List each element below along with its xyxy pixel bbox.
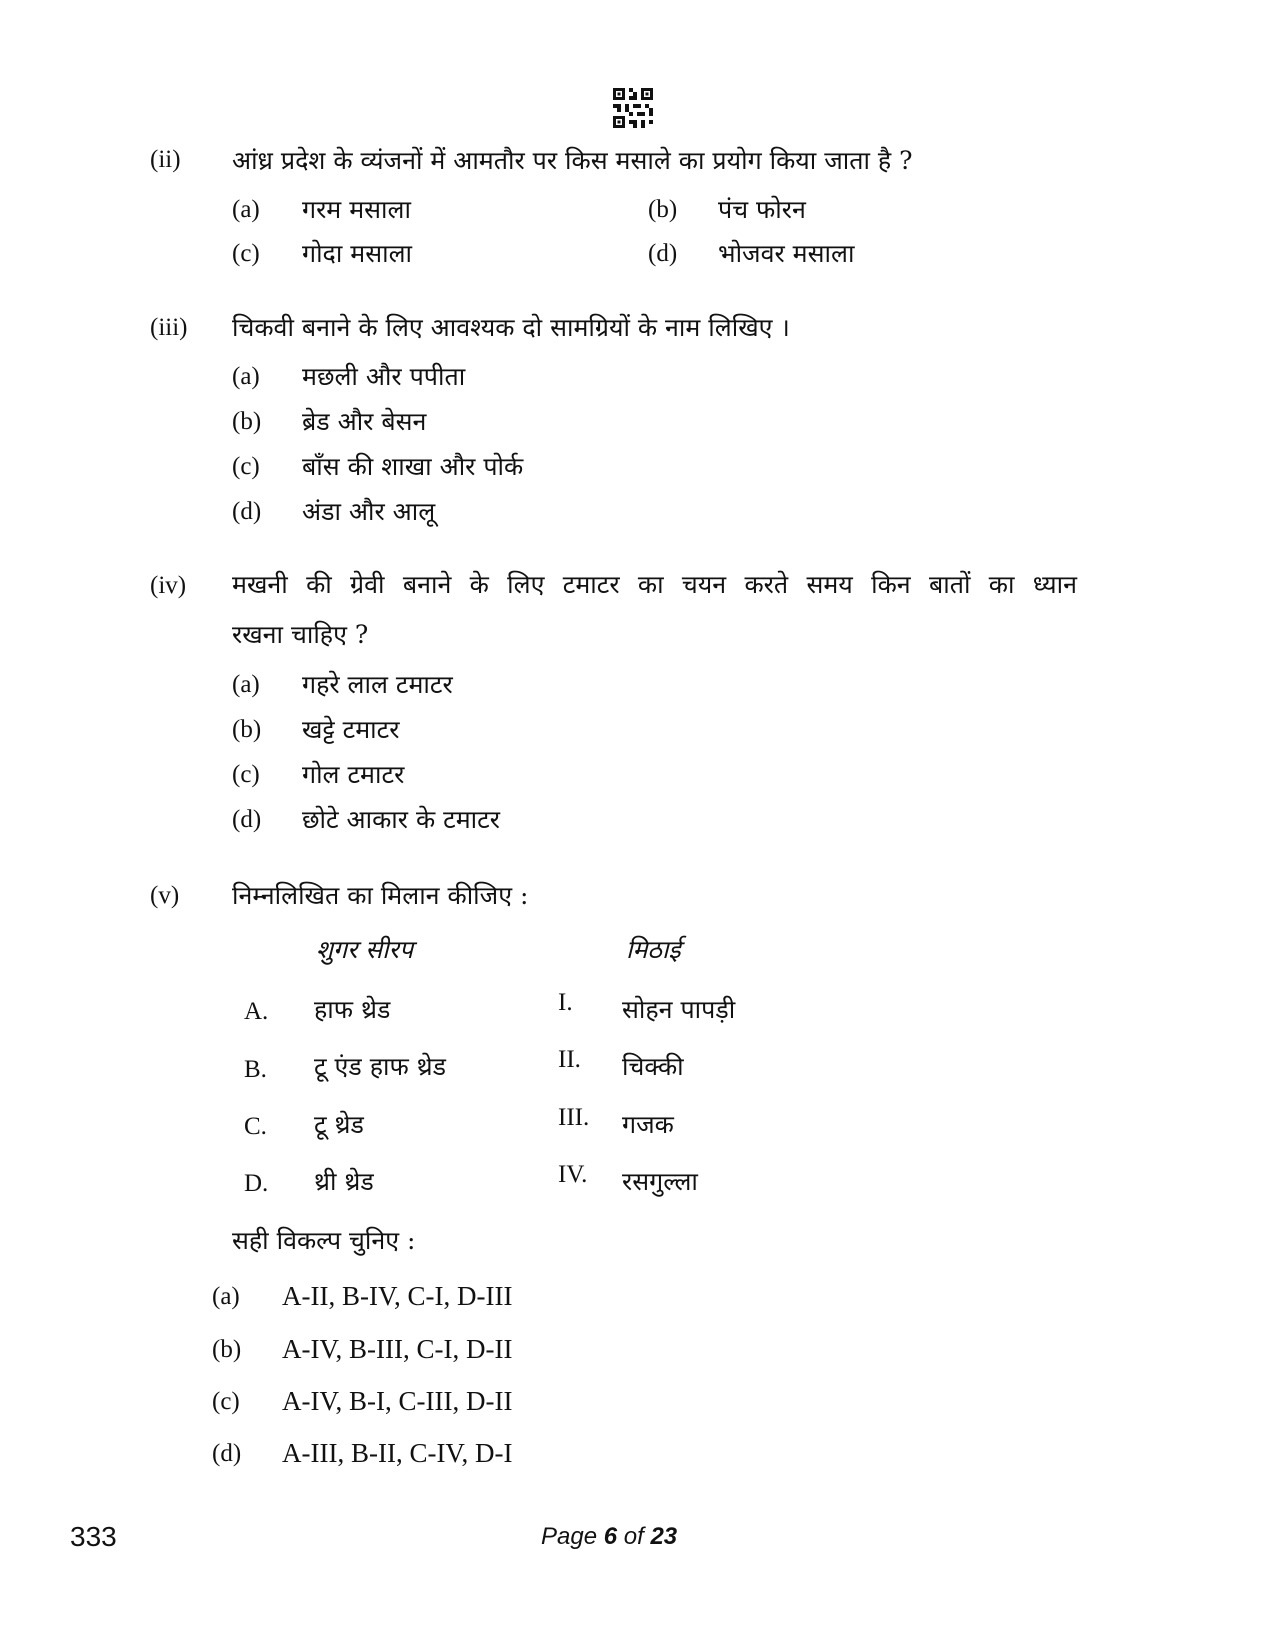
option-text: गरम मसाला — [302, 195, 411, 224]
option-text: गहरे लाल टमाटर — [302, 670, 453, 699]
of-word: of — [623, 1523, 644, 1550]
option-label: (d) — [232, 498, 262, 525]
match-left-label: B. — [244, 1056, 267, 1083]
match-right-label: III. — [558, 1104, 590, 1131]
option-text: बाँस की शाखा और पोर्क — [302, 452, 524, 481]
answer-text: A-III, B-II, C-IV, D-I — [282, 1438, 513, 1468]
page-indicator — [541, 1523, 677, 1551]
choose-instruction: सही विकल्प चुनिए : — [232, 1226, 416, 1255]
option-text: खट्टे टमाटर — [302, 715, 400, 744]
option-label: (a) — [232, 363, 260, 390]
page-number: 6 — [603, 1523, 618, 1550]
match-right-label: IV. — [558, 1161, 588, 1188]
qr-code-icon — [613, 88, 653, 128]
match-right-text: रसगुल्ला — [622, 1167, 698, 1196]
match-left-text: हाफ थ्रेड — [314, 995, 391, 1024]
option-label: (b) — [648, 196, 678, 223]
match-left-label: A. — [244, 998, 269, 1025]
paper-code: 333 — [70, 1521, 117, 1552]
match-right-text: सोहन पापड़ी — [622, 995, 736, 1024]
option-text: गोदा मसाला — [302, 239, 412, 268]
match-right-text: गजक — [622, 1110, 674, 1139]
question-number: (iii) — [150, 314, 188, 341]
match-left-label: D. — [244, 1170, 269, 1197]
question-text-line-1: मखनी की ग्रेवी बनाने के लिए टमाटर का चयन करते समय किन बातों का ध्यान — [232, 570, 1077, 599]
answer-text: A-IV, B-I, C-III, D-II — [282, 1386, 513, 1416]
question-number: (iv) — [150, 572, 187, 599]
option-text: अंडा और आलू — [302, 497, 436, 526]
option-text: ब्रेड और बेसन — [302, 407, 427, 436]
column-heading-sugar-syrup: शुगर सीरप — [316, 935, 414, 964]
match-right-label: I. — [558, 989, 573, 1016]
option-label: (a) — [232, 671, 260, 698]
match-left-label: C. — [244, 1113, 267, 1140]
question-text: निम्नलिखित का मिलान कीजिए : — [232, 881, 529, 910]
option-text: मछली और पपीता — [302, 362, 466, 391]
match-left-text: टू थ्रेड — [314, 1110, 364, 1139]
question-number: (v) — [150, 882, 180, 909]
answer-text: A-II, B-IV, C-I, D-III — [282, 1281, 513, 1311]
match-left-text: टू एंड हाफ थ्रेड — [314, 1052, 447, 1081]
column-heading-sweets: मिठाई — [626, 935, 681, 964]
question-number: (ii) — [150, 146, 181, 173]
page-total: 23 — [650, 1523, 678, 1550]
answer-label: (b) — [212, 1336, 242, 1363]
option-label: (a) — [232, 196, 260, 223]
option-text: छोटे आकार के टमाटर — [302, 805, 500, 834]
page-word: Page — [541, 1523, 598, 1550]
option-label: (b) — [232, 716, 262, 743]
answer-label: (c) — [212, 1388, 240, 1415]
option-label: (c) — [232, 240, 260, 267]
answer-text: A-IV, B-III, C-I, D-II — [282, 1334, 513, 1364]
option-text: पंच फोरन — [718, 195, 806, 224]
option-label: (c) — [232, 453, 260, 480]
question-text-line-2: रखना चाहिए ? — [232, 620, 369, 649]
match-right-label: II. — [558, 1046, 581, 1073]
answer-label: (d) — [212, 1440, 242, 1467]
option-label: (c) — [232, 761, 260, 788]
match-left-text: थ्री थ्रेड — [314, 1167, 374, 1196]
option-label: (d) — [648, 240, 678, 267]
question-text: आंध्र प्रदेश के व्यंजनों में आमतौर पर किस मसाले का प्रयोग किया जाता है ? — [232, 146, 913, 175]
option-label: (b) — [232, 408, 262, 435]
option-label: (d) — [232, 806, 262, 833]
question-text: चिकवी बनाने के लिए आवश्यक दो सामग्रियों के नाम लिखिए । — [232, 313, 790, 342]
answer-label: (a) — [212, 1283, 240, 1310]
option-text: भोजवर मसाला — [718, 239, 855, 268]
option-text: गोल टमाटर — [302, 760, 405, 789]
match-right-text: चिक्की — [622, 1052, 684, 1081]
